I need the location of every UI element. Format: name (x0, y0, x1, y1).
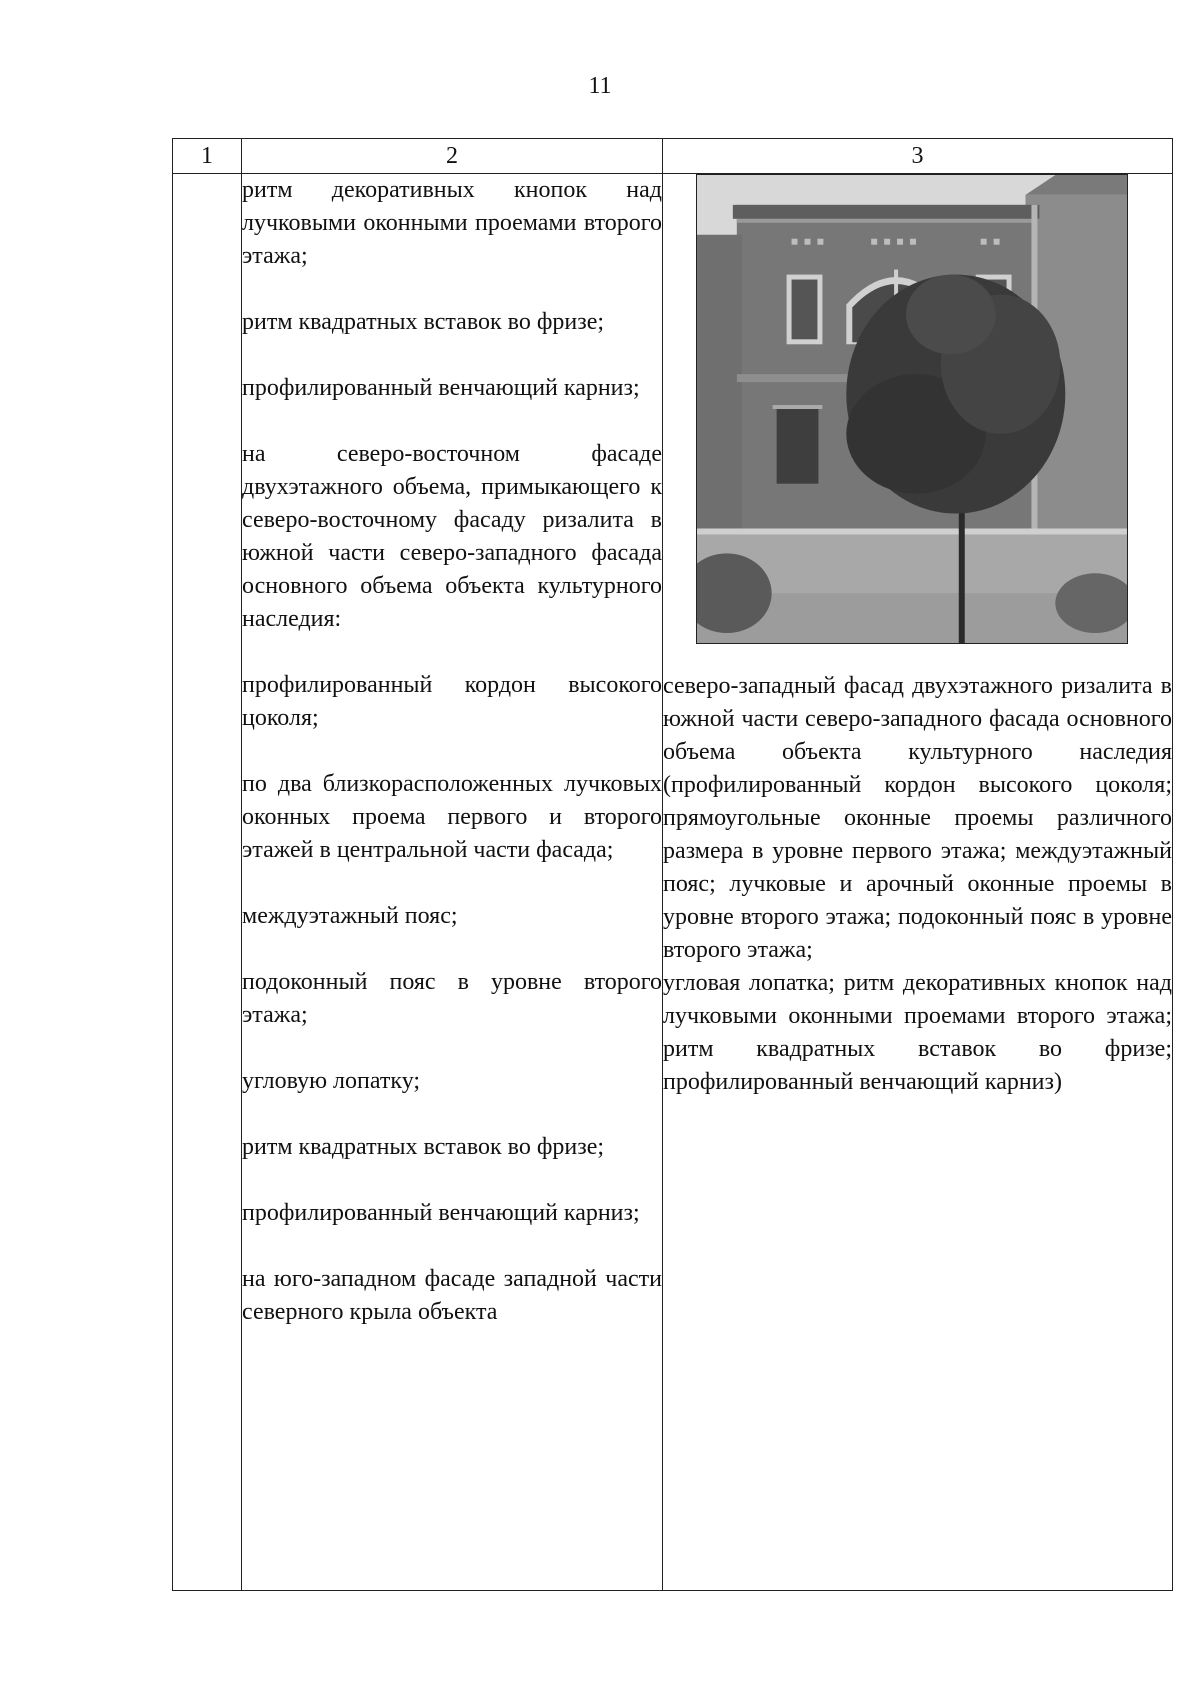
list-item: профилированный кордон высокого цоколя; (242, 672, 662, 731)
content-table (172, 138, 1173, 1591)
table-row (173, 174, 1173, 1591)
list-item: профилированный венчающий карниз; (242, 375, 640, 401)
cell-col-3 (663, 174, 1173, 1591)
list-item: междуэтажный пояс; (242, 903, 458, 929)
cell-col-1 (173, 174, 242, 1591)
list-item: подоконный пояс в уровне второго этажа; (242, 969, 662, 1028)
building-facade-photo (696, 174, 1128, 644)
list-item: ритм квадратных вставок во фризе; (242, 309, 605, 335)
photo-caption: угловая лопатка; ритм декоративных кнопок над лучковыми оконными проемами второго этажа; ритм квадратных вставок во фризе; профилированный венчающий карниз) (663, 970, 1172, 1095)
list-item: ритм декоративных кнопок над лучковыми оконными проемами второго этажа; (242, 177, 662, 269)
photo-caption: северо-западный фасад двухэтажного ризалита в южной части северо-западного фасада основного объема объекта культурного наследия (профилированный кордон высокого цоколя; прямоугольные оконные проемы различного размера в уровне первого этажа; междуэтажный пояс; лучковые и арочный оконные проемы в уровне второго этажа; подоконный пояс в уровне второго этажа; (663, 673, 1172, 963)
list-item: профилированный венчающий карниз; (242, 1200, 640, 1226)
cell-col-2 (242, 174, 663, 1591)
page-number: 11 (588, 73, 612, 99)
header-col-2: 2 (242, 139, 663, 174)
list-item: угловую лопатку; (242, 1068, 421, 1094)
header-col-3: 3 (663, 139, 1173, 174)
list-item: на северо-восточном фасаде двухэтажного объема, примыкающего к северо-восточному фасаду ризалита в южной части северо-западного фасада основного объема объекта культурного наследия: (242, 441, 662, 632)
list-item: ритм квадратных вставок во фризе; (242, 1134, 605, 1160)
list-item: на юго-западном фасаде западной части северного крыла объекта (242, 1266, 662, 1325)
header-col-1: 1 (173, 139, 242, 174)
list-item: по два близкорасположенных лучковых оконных проема первого и второго этажей в центральной части фасада; (242, 771, 662, 863)
table-header-row (173, 139, 1173, 174)
building-facade-icon (697, 175, 1127, 643)
